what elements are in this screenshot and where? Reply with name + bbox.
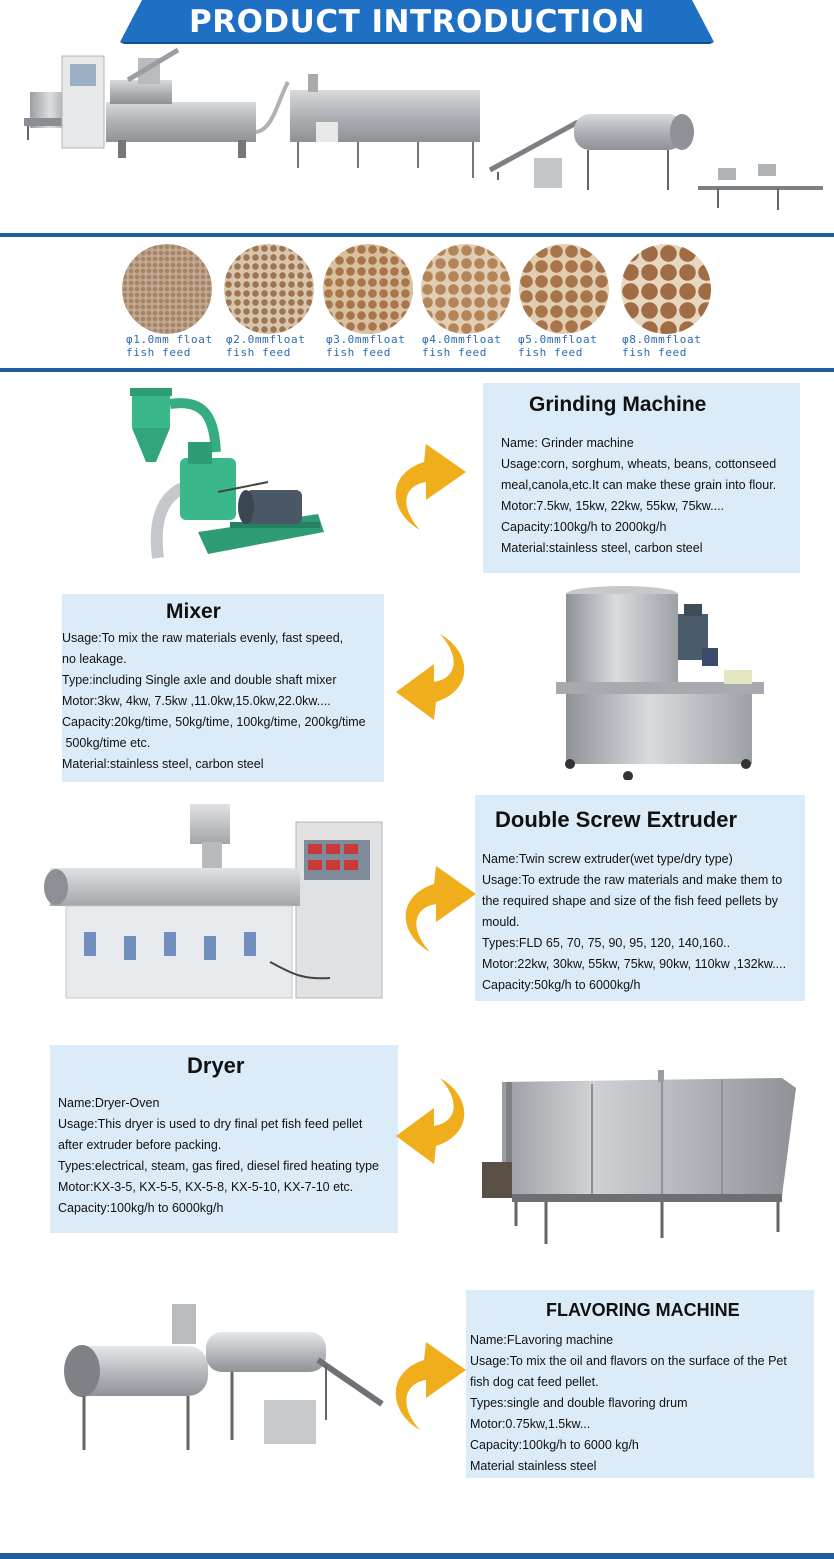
- mixer-material: Material:stainless steel, carbon steel: [62, 757, 264, 771]
- dryer-usage-cont: after extruder before packing.: [58, 1138, 222, 1152]
- grinding-material: Material:stainless steel, carbon steel: [501, 541, 703, 555]
- pellet-5mm-image: [519, 244, 609, 334]
- dryer-info-card: [50, 1045, 398, 1233]
- dryer-machine-image: [482, 1066, 798, 1248]
- header-banner: [120, 0, 714, 44]
- pellet-label: φ2.0mmfloat fish feed: [226, 333, 306, 359]
- flavoring-types: Types:single and double flavoring drum: [470, 1396, 688, 1410]
- extruder-motor: Motor:22kw, 30kw, 55kw, 75kw, 90kw, 110kw ,132kw....: [482, 957, 787, 971]
- mixer-type: Type:including Single axle and double shaft mixer: [62, 673, 337, 687]
- grinding-title: Grinding Machine: [529, 393, 707, 416]
- mixer-motor: Motor:3kw, 4kw, 7.5kw ,11.0kw,15.0kw,22.0kw....: [62, 694, 331, 708]
- page-title: PRODUCT INTRODUCTION: [188, 4, 646, 40]
- mixer-machine-image: [552, 584, 764, 780]
- pellet-4mm-image: [421, 244, 511, 334]
- extruder-info-card: [475, 795, 805, 1001]
- flavoring-machine-image: [56, 1300, 386, 1460]
- divider-bottom: [0, 1553, 834, 1559]
- mixer-usage-cont: no leakage.: [62, 652, 127, 666]
- extruder-usage-cont: the required shape and size of the fish feed pellets by: [482, 894, 779, 908]
- extruder-usage-end: mould.: [482, 915, 520, 929]
- pellet-label: φ1.0mm float fish feed: [126, 333, 213, 359]
- mixer-usage: Usage:To mix the raw materials evenly, fast speed,: [62, 631, 344, 645]
- flavoring-usage-cont: fish dog cat feed pellet.: [470, 1375, 599, 1389]
- flavoring-usage: Usage:To mix the oil and flavors on the surface of the Pet: [470, 1354, 787, 1368]
- flavoring-info-card: [466, 1290, 814, 1478]
- flavoring-material: Material stainless steel: [470, 1459, 597, 1473]
- grinding-info-card: [483, 383, 800, 573]
- pellet-label: φ5.0mmfloat fish feed: [518, 333, 598, 359]
- grinding-usage: Usage:corn, sorghum, wheats, beans, cottonseed: [501, 457, 777, 471]
- pellet-label: φ4.0mmfloat fish feed: [422, 333, 502, 359]
- dryer-types: Types:electrical, steam, gas fired, diesel fired heating type: [58, 1159, 379, 1173]
- curved-arrow-icon: [396, 1076, 476, 1170]
- pellet-label: φ8.0mmfloat fish feed: [622, 333, 702, 359]
- mixer-capacity-cont: 500kg/time etc.: [62, 736, 151, 750]
- extruder-name: Name:Twin screw extruder(wet type/dry type): [482, 852, 733, 866]
- grinding-machine-image: [118, 382, 330, 578]
- divider-middle: [0, 368, 834, 372]
- flavoring-name: Name:FLavoring machine: [470, 1333, 614, 1347]
- grinding-usage-cont: meal,canola,etc.It can make these grain into flour.: [501, 478, 777, 492]
- pellet-8mm-image: [621, 244, 711, 334]
- flavoring-motor: Motor:0.75kw,1.5kw...: [470, 1417, 591, 1431]
- flavoring-capacity: Capacity:100kg/h to 6000 kg/h: [470, 1438, 639, 1452]
- dryer-usage: Usage:This dryer is used to dry final pet fish feed pellet: [58, 1117, 363, 1131]
- grinding-capacity: Capacity:100kg/h to 2000kg/h: [501, 520, 667, 534]
- grinding-name: Name: Grinder machine: [501, 436, 634, 450]
- mixer-title: Mixer: [166, 600, 221, 623]
- extruder-title: Double Screw Extruder: [495, 807, 738, 832]
- curved-arrow-icon: [394, 860, 480, 954]
- dryer-capacity: Capacity:100kg/h to 6000kg/h: [58, 1201, 224, 1215]
- dryer-name: Name:Dryer-Oven: [58, 1096, 160, 1110]
- pellet-label: φ3.0mmfloat fish feed: [326, 333, 406, 359]
- mixer-info-card: [62, 594, 384, 782]
- dryer-motor: Motor:KX-3-5, KX-5-5, KX-5-8, KX-5-10, KX-7-10 etc.: [58, 1180, 354, 1194]
- curved-arrow-icon: [396, 632, 476, 724]
- pellet-1mm-image: [122, 244, 212, 334]
- dryer-title: Dryer: [187, 1053, 245, 1078]
- pellet-2mm-image: [224, 244, 314, 334]
- grinding-motor: Motor:7.5kw, 15kw, 22kw, 55kw, 75kw....: [501, 499, 725, 513]
- mixer-capacity: Capacity:20kg/time, 50kg/time, 100kg/time, 200kg/time: [62, 715, 366, 729]
- extruder-usage: Usage:To extrude the raw materials and make them to: [482, 873, 783, 887]
- flavoring-title: FLAVORING MACHINE: [546, 1300, 740, 1320]
- curved-arrow-icon: [384, 1336, 470, 1432]
- curved-arrow-icon: [384, 438, 470, 532]
- divider-top: [0, 233, 834, 237]
- extruder-types: Types:FLD 65, 70, 75, 90, 95, 120, 140,160..: [482, 936, 731, 950]
- extruder-capacity: Capacity:50kg/h to 6000kg/h: [482, 978, 641, 992]
- pellet-3mm-image: [323, 244, 413, 334]
- extruder-machine-image: [40, 802, 386, 1020]
- production-line-image: [18, 40, 830, 225]
